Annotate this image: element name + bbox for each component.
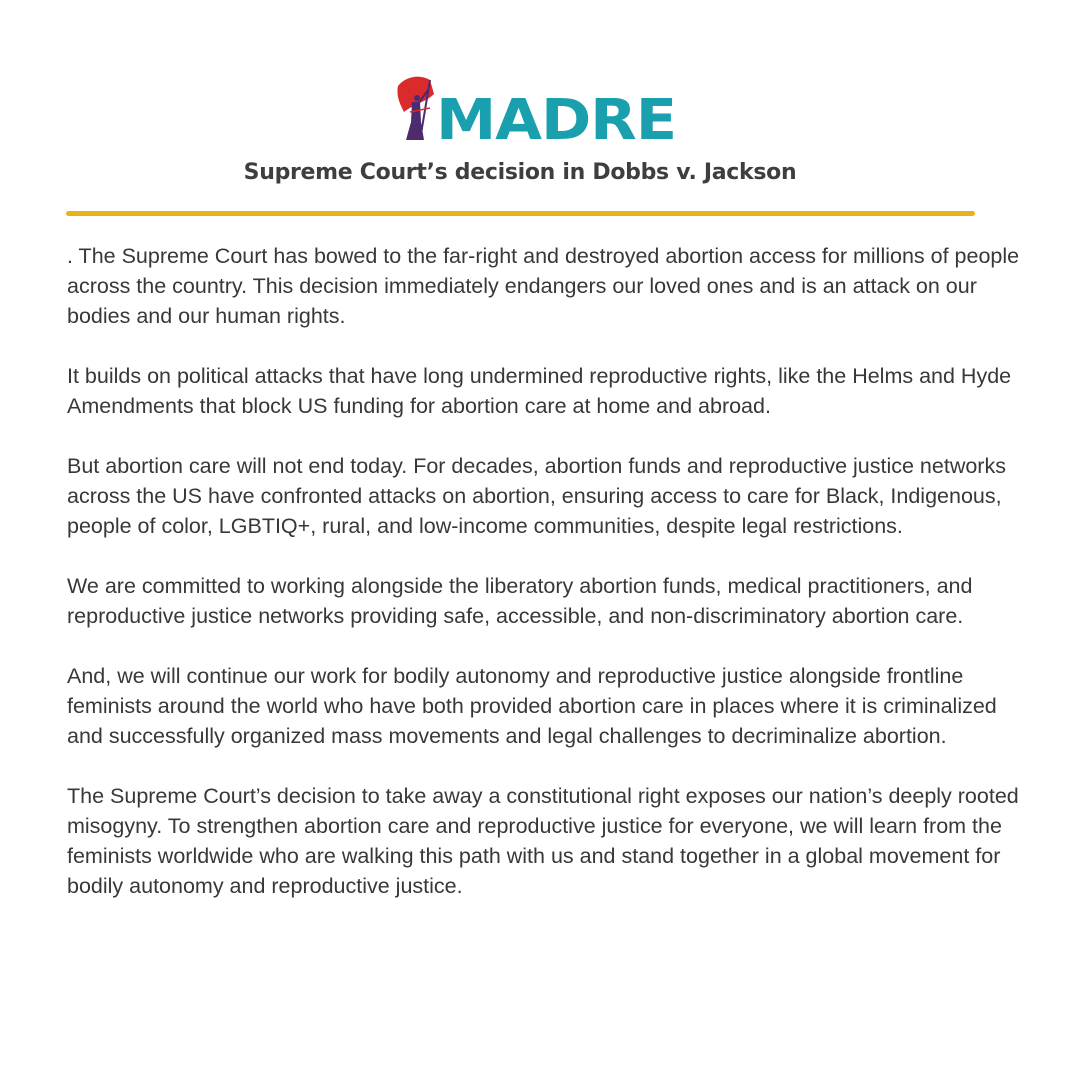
paragraph-5: And, we will continue our work for bodily autonomy and reproductive justice alongside frontline feminists around the world who have both provided abortion care in places where it is criminalized and successfully organized mass movements and legal challenges to decriminalize abortion. — [67, 664, 997, 748]
paragraph-6: The Supreme Court’s decision to take away a constitutional right exposes our nation’s deeply rooted misogyny. To strengthen abortion care and reproductive justice for everyone, we will learn from the feminists worldwide who are walking this path with us and stand together in a global movement for bodily autonomy and reproductive justice. — [67, 784, 1019, 898]
paragraph-2: It builds on political attacks that have long undermined reproductive rights, like the Helms and Hyde Amendments that block US funding for abortion care at home and abroad. — [67, 364, 1012, 418]
statement-title: Supreme Court’s decision in Dobbs v. Jackson — [243, 160, 797, 185]
paragraph-4: We are committed to working alongside the liberatory abortion funds, medical practitioners, and reproductive justice networks providing safe, accessible, and non-discriminatory abortion care. — [67, 574, 973, 628]
logo-wordmark: MADRE — [436, 88, 676, 144]
paragraph-1: . The Supreme Court has bowed to the far-right and destroyed abortion access for millions of people across the country. This decision immediately endangers our loved ones and is an attack on our bodies and our human rights. — [67, 244, 1020, 328]
statement-body — [67, 241, 1027, 901]
paragraph-3: But abortion care will not end today. For decades, abortion funds and reproductive justice networks across the US have confronted attacks on abortion, ensuring access to care for Black, Indigenous, people of color, LGBTIQ+, rural, and low-income communities, despite legal restrictions. — [67, 454, 1006, 538]
madre-logo — [390, 72, 690, 144]
title-divider — [66, 211, 975, 216]
